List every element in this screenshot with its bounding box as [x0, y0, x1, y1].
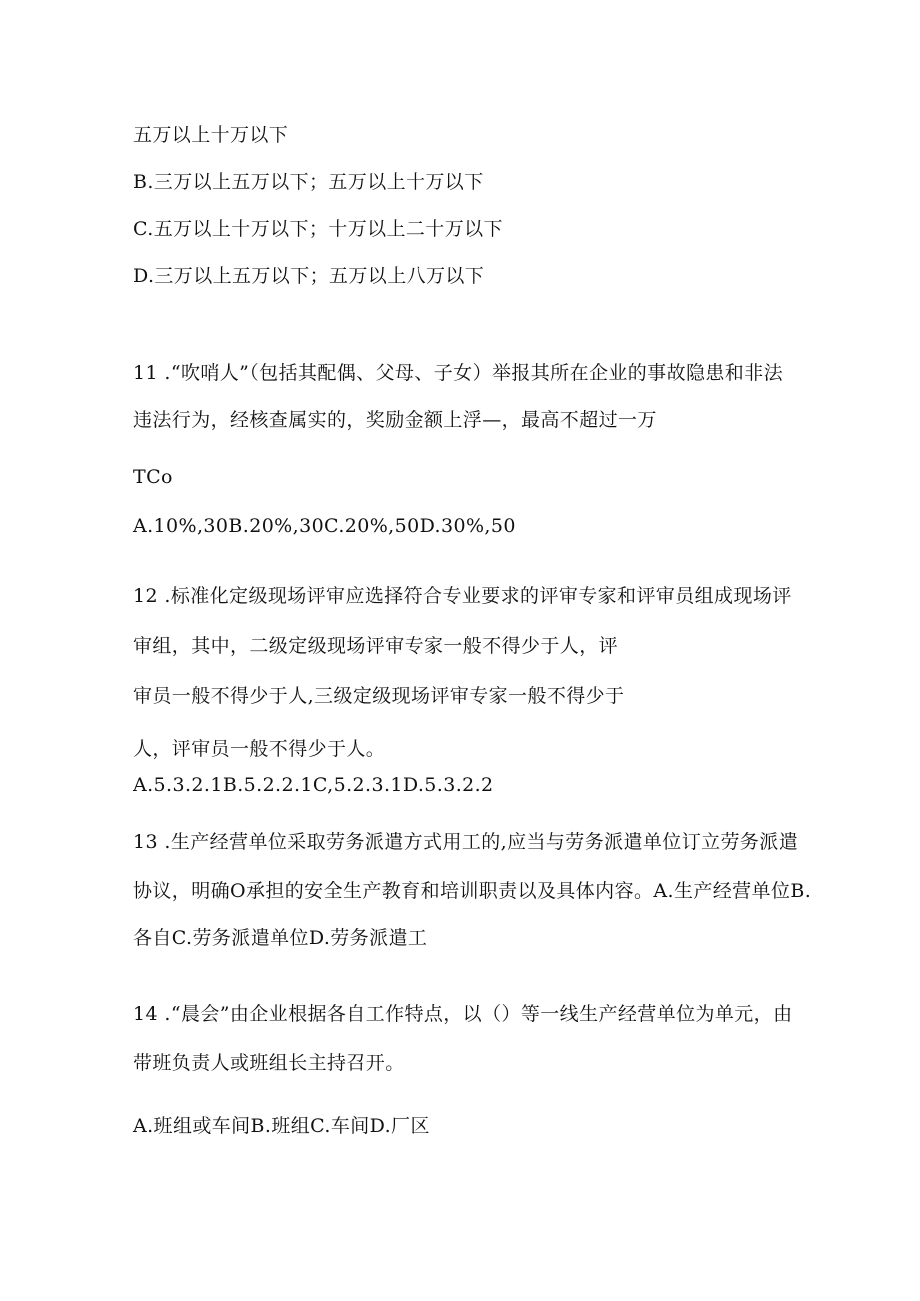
q12-options: A.5.3.2.1B.5.2.2.1C,5.2.3.1D.5.3.2.2 — [133, 774, 494, 796]
q10-option-c: C.五万以上十万以下；十万以上二十万以下 — [133, 218, 503, 240]
q13-text-line-1: 13 .生产经营单位采取劳务派遣方式用工的,应当与劳务派遣单位订立劳务派遣 — [133, 831, 799, 853]
q10-option-a-continuation: 五万以上十万以下 — [133, 124, 289, 146]
q11-text-line-1: 11 .“吹哨人”（包括其配偶、父母、子女）举报其所在企业的事故隐患和非法 — [133, 362, 783, 384]
q12-text-line-3: 审员一般不得少于人,三级定级现场评审专家一般不得少于 — [133, 685, 625, 707]
q14-text-line-1: 14 .“晨会”由企业根据各自工作特点，以（）等一线生产经营单位为单元，由 — [133, 1003, 793, 1025]
q11-options: A.10%,30B.20%,30C.20%,50D.30%,50 — [133, 515, 516, 537]
q12-text-line-4: 人，评审员一般不得少于人。 — [133, 738, 386, 760]
q11-text-line-3: TCo — [133, 466, 173, 488]
q14-options: A.班组或车间B.班组C.车间D.厂区 — [133, 1115, 430, 1137]
q12-text-line-2: 审组，其中，二级定级现场评审专家一般不得少于人，评 — [133, 635, 619, 657]
q13-text-line-3: 各自C.劳务派遣单位D.劳务派遣工 — [133, 927, 428, 949]
q12-text-line-1: 12 .标准化定级现场评审应选择符合专业要求的评审专家和评审员组成现场评 — [133, 585, 792, 607]
q11-text-line-2: 违法行为，经核查属实的，奖励金额上浮—，最高不超过一万 — [133, 409, 657, 431]
q13-text-line-2: 协议，明确O承担的安全生产教育和培训职责以及具体内容。A.生产经营单位B. — [133, 880, 812, 902]
q14-text-line-2: 带班负责人或班组长主持召开。 — [133, 1052, 405, 1074]
q10-option-d: D.三万以上五万以下；五万以上八万以下 — [133, 265, 485, 287]
q10-option-b: B.三万以上五万以下；五万以上十万以下 — [133, 171, 484, 193]
